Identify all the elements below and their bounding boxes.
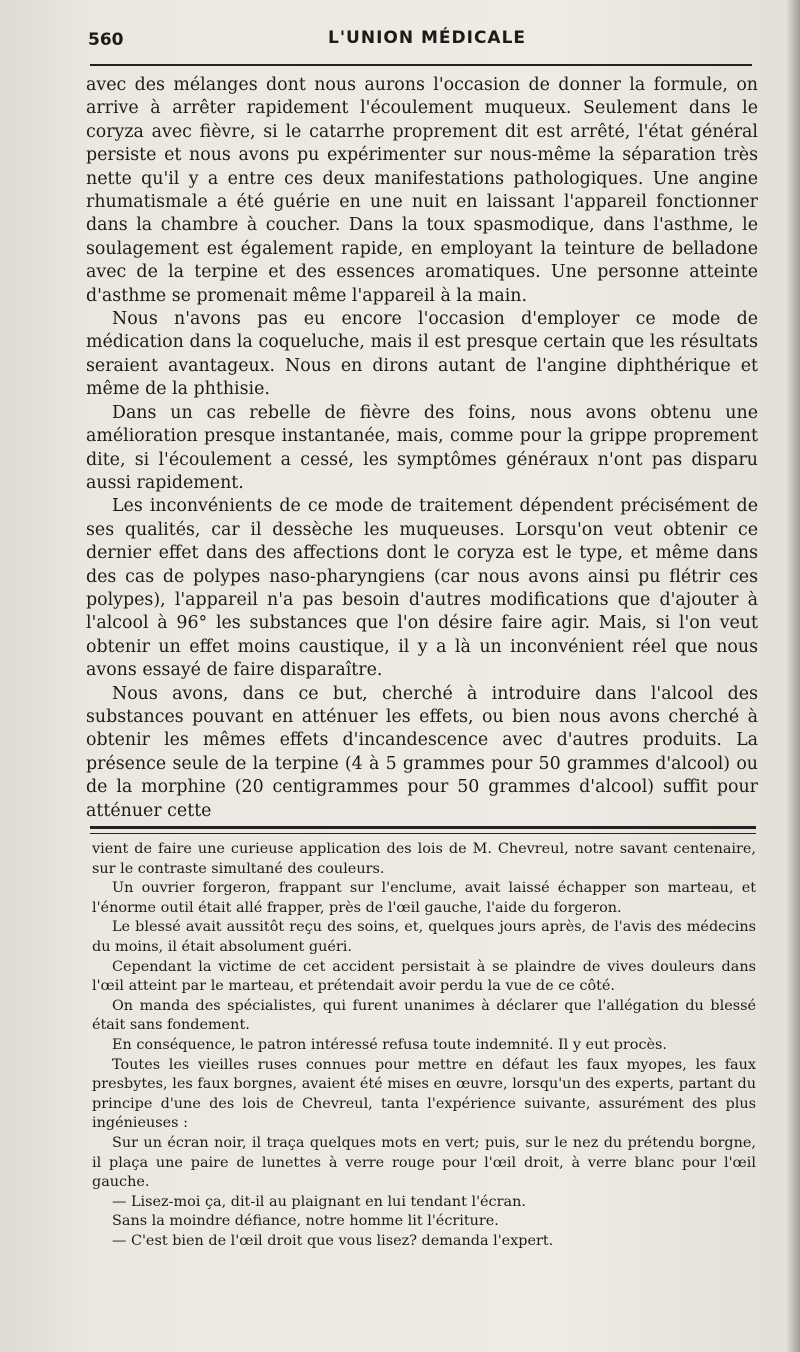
- main-paragraph: Nous avons, dans ce but, cherché à introduire dans l'alcool des substances pouvant en atténuer les effets, ou bien nous avons cherché à obtenir les mêmes effets d'incandescence avec d'autres produits. La présence seule de la terpine (4 à 5 grammes pour 50 grammes d'alcool) ou de la morphine (20 centigrammes pour 50 grammes d'alcool) suffit pour atténuer cette: [86, 683, 758, 821]
- main-text-column: [86, 74, 758, 823]
- page-number: 560: [88, 30, 124, 50]
- footnote-paragraph: Toutes les vieilles ruses connues pour mettre en défaut les faux myopes, les faux presbytes, les faux borgnes, avaient été mises en œuvre, lorsqu'un des experts, partant du principe d'une des lois de Chevreul, tanta l'expérience suivante, assurément des plus ingénieuses :: [92, 1056, 756, 1132]
- footnote-separator-rule: [90, 826, 756, 834]
- page-spine-shadow: [786, 0, 800, 1352]
- main-paragraph: Dans un cas rebelle de fièvre des foins, nous avons obtenu une amélioration presque instantanée, mais, comme pour la grippe proprement dite, si l'écoulement a cessé, les symptômes généraux n'ont pas disparu aussi rapidement.: [86, 402, 758, 493]
- header-rule: [90, 64, 752, 66]
- footnote-paragraph: Le blessé avait aussitôt reçu des soins, et, quelques jours après, de l'avis des médecins du moins, il était absolument guéri.: [92, 919, 756, 955]
- footnote-column: [92, 840, 756, 1251]
- footnote-paragraph: — C'est bien de l'œil droit que vous lisez? demanda l'expert.: [112, 1232, 554, 1249]
- footnote-paragraph: En conséquence, le patron intéressé refusa toute indemnité. Il y eut procès.: [112, 1036, 667, 1053]
- footnote-paragraph: Cependant la victime de cet accident persistait à se plaindre de vives douleurs dans l'œil atteint par le marteau, et prétendait avoir perdu la vue de ce côté.: [92, 958, 756, 995]
- running-header: [88, 28, 752, 58]
- footnote-paragraph: Sur un écran noir, il traça quelques mots en vert; puis, sur le nez du prétendu borgne, il plaça une paire de lunettes à verre rouge pour l'œil droit, à verre blanc pour l'œil gauche.: [92, 1134, 756, 1191]
- footnote-paragraph: — Lisez-moi ça, dit-il au plaignant en lui tendant l'écran.: [112, 1193, 526, 1210]
- footnote-paragraph: Sans la moindre défiance, notre homme lit l'écriture.: [112, 1213, 499, 1230]
- running-title: L'UNION MÉDICALE: [328, 28, 527, 48]
- footnote-paragraph: On manda des spécialistes, qui furent unanimes à déclarer que l'allégation du blessé était sans fondement.: [92, 997, 756, 1034]
- footnote-paragraph: Un ouvrier forgeron, frappant sur l'enclume, avait laissé échapper son marteau, et l'énorme outil était allé frapper, près de l'œil gauche, l'aide du forgeron.: [92, 880, 756, 916]
- main-paragraph: Nous n'avons pas eu encore l'occasion d'employer ce mode de médication dans la coqueluche, mais il est presque certain que les résultats seraient avantageux. Nous en dirons autant de l'angine diphthérique et même de la phthisie.: [86, 309, 758, 400]
- main-paragraph: avec des mélanges dont nous aurons l'occasion de donner la formule, on arrive à arrêter rapidement l'écoulement muqueux. Seulement dans le coryza avec fièvre, si le catarrhe proprement dit est arrêté, l'état général persiste et nous avons pu expérimenter sur nous-même la séparation très nette qu'il y a entre ces deux manifestations pathologiques. Une angine rhumatismale a été guérie en une nuit en laissant l'appareil fonctionner dans la chambre à coucher. Dans la toux spasmodique, dans l'asthme, le soulagement est également rapide, en employant la teinture de belladone avec de la terpine et des essences aromatiques. Une personne atteinte d'asthme se promenait même l'appareil à la main.: [86, 75, 758, 306]
- main-paragraph: Les inconvénients de ce mode de traitement dépendent précisément de ses qualités, car il dessèche les muqueuses. Lorsqu'on veut obtenir ce dernier effet dans des affections dont le coryza est le type, et même dans des cas de polypes naso-pharyngiens (car nous avons ainsi pu flétrir ces polypes), l'appareil n'a pas besoin d'autres modifications que d'ajouter à l'alcool à 96° les substances que l'on désire faire agir. Mais, si l'on veut obtenir un effet moins caustique, il y a là un inconvénient réel que nous avons essayé de faire disparaître.: [86, 496, 758, 681]
- footnote-paragraph: vient de faire une curieuse application des lois de M. Chevreul, notre savant centenaire, sur le contraste simultané des couleurs.: [92, 841, 756, 877]
